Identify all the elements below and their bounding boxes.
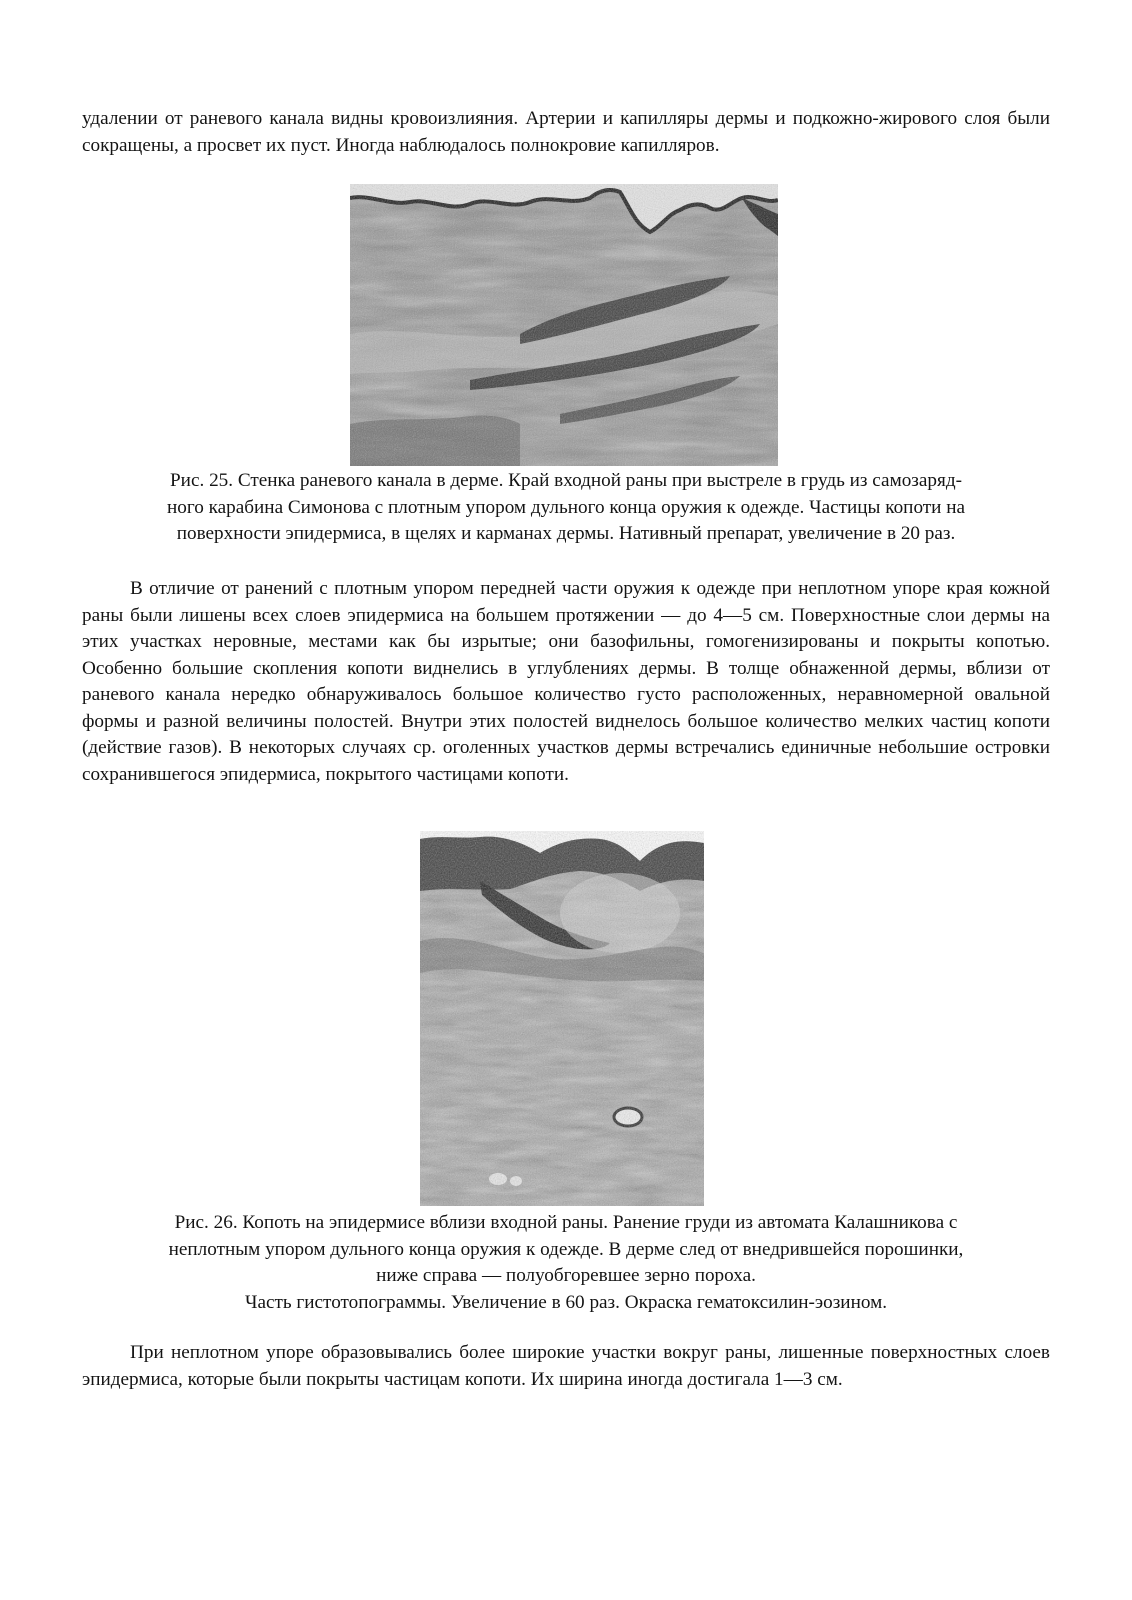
caption-line: Часть гистотопограммы. Увеличение в 60 раз. Окраска гематоксилин-эозином. [244, 1291, 888, 1313]
caption-line: Рис. 26. Копоть на эпидермисе вблизи входной раны. Ранение груди из автомата Калашникова с [174, 1212, 958, 1233]
caption-line: поверхности эпидермиса, в щелях и карманах дермы. Нативный препарат, увеличение в 20 раз. [176, 523, 956, 544]
caption-line: неплотным упором дульного конца оружия к одежде. В дерме след от внедрившейся порошинки, [168, 1238, 964, 1260]
paragraph-top [82, 106, 1050, 159]
caption-line: ниже справа — полуобгоревшее зерно пороха. [376, 1265, 756, 1286]
caption-line: ного карабина Симонова с плотным упором дульного конца оружия к одежде. Частицы копоти на [166, 496, 966, 518]
caption-line: Рис. 25. Стенка раневого канала в дерме. Край входной раны при выстреле в грудь из самозаряд- [170, 470, 962, 491]
figure-25-caption [82, 468, 1050, 548]
figure-25-micrograph [350, 184, 778, 466]
paragraph-text: удалении от раневого канала видны кровоизлияния. Артерии и капилляры дермы и подкожно-жирового слоя были сокращены, а просвет их пуст. Иногда наблюдалось полнокровие капилляров. [82, 108, 1050, 156]
paragraph-text: При неплотном упоре образовывались более широкие участки вокруг раны, лишенные поверхностных слоев эпидермиса, которые были покрыты частицам копоти. Их ширина иногда достигала 1—3 см. [82, 1342, 1050, 1390]
paragraph-middle [82, 576, 1050, 788]
paragraph-text: В отличие от ранений с плотным упором передней части оружия к одежде при неплотном упоре края кожной раны были лишены всех слоев эпидермиса на большем протяжении — до 4—5 см. Поверхностные слои дермы на этих участках неровные, местами как бы изрытые; они базофильны, гомогенизированы и покрыты копотью. Особенно большие скопления копоти виднелись в углублениях дермы. В толще обнаженной дермы, вблизи от раневого канала нередко обнаруживалось большое количество густо расположенных, неравномерной овальной формы и разной величины полостей. Внутри этих полостей виднелось большое количество мелких частиц копоти (действие газов). В некоторых случаях ср. оголенных участков дермы встречались единичные небольшие островки сохранившегося эпидермиса, покрытого частицами копоти. [82, 578, 1050, 785]
figure-26-caption [82, 1210, 1050, 1316]
paragraph-bottom [82, 1340, 1050, 1393]
figure-26-micrograph [420, 831, 704, 1206]
